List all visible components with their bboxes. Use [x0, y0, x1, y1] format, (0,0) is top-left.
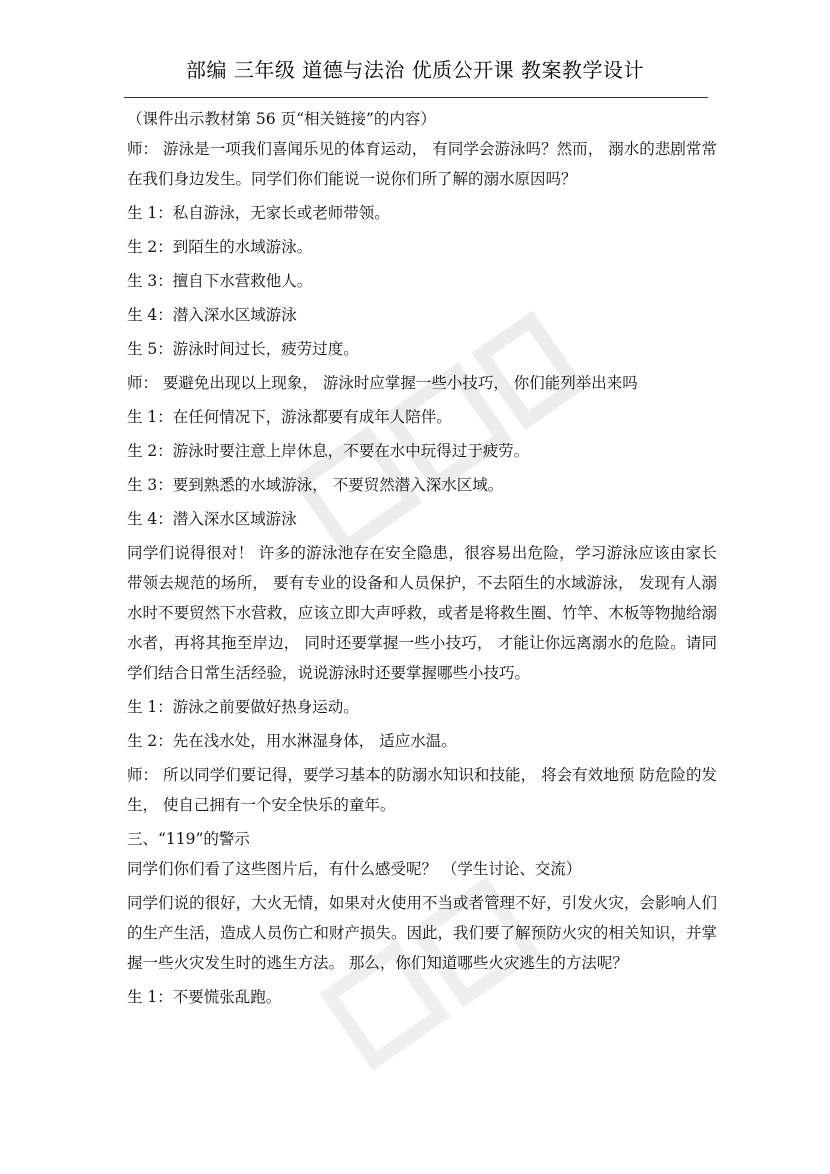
section-heading: 三、“119”的警示: [127, 830, 250, 848]
paragraph: 同学们说得很对！ 许多的游泳池存在安全隐患，很容易出危险，学习游泳应该由家长带领去规范的场所， 要有专业的设备和人员保护，不去陌生的水域游泳， 发现有人溺水时不要贸然下水营救，应该立即大声呼救，或者是将救生圈、竹竿、木板等物抛给溺水者，再将其拖至岸边， 同时还要掌握一些小技巧， 才能让你远离溺水的危险。请同学们结合日常生活经验，说说游泳时还要掌握哪些小技巧。: [127, 544, 717, 682]
paragraph: 生 1：私自游泳，无家长或老师带领。: [127, 204, 390, 222]
paragraph: 师： 要避免出现以上现象， 游泳时应掌握一些小技巧， 你们能列举出来吗: [127, 374, 638, 392]
header-divider: [124, 97, 708, 98]
paragraph: 生 4：潜入深水区域游泳: [127, 306, 297, 324]
paragraph: 生 3：擅自下水营救他人。: [127, 272, 313, 290]
paragraph: 师： 所以同学们要记得，要学习基本的防溺水知识和技能， 将会有效地预 防危险的发生， 使自己拥有一个安全快乐的童年。: [127, 766, 717, 814]
paragraph: 生 5：游泳时间过长，疲劳过度。: [127, 340, 359, 358]
paragraph: 师： 游泳是一项我们喜闻乐见的体育运动， 有同学会游泳吗？然而， 溺水的悲剧常常在我们身边发生。同学们你们能说一说你们所了解的溺水原因吗？: [127, 140, 717, 188]
paragraph: 生 1：不要慌张乱跑。: [127, 988, 282, 1006]
paragraph: 生 1：在任何情况下，游泳都要有成年人陪伴。: [127, 408, 452, 426]
paragraph: 同学们你们看了这些图片后，有什么感受呢？ （学生讨论、交流）: [127, 860, 582, 878]
paragraph: 生 1：游泳之前要做好热身运动。: [127, 698, 359, 716]
paragraph: 生 2：游泳时要注意上岸休息，不要在水中玩得过于疲劳。: [127, 442, 530, 460]
paragraph: 生 3：要到熟悉的水域游泳， 不要贸然潜入深水区域。: [127, 476, 504, 494]
document-body: [127, 104, 717, 1016]
paragraph: 生 2：先在浅水处，用水淋湿身体， 适应水温。: [127, 732, 457, 750]
paragraph: （课件出示教材第 56 页“相关链接”的内容）: [127, 110, 436, 128]
paragraph: 生 4：潜入深水区域游泳: [127, 510, 297, 528]
paragraph: 同学们说的很好，大火无情，如果对火使用不当或者管理不好，引发火灾，会影响人们的生产生活，造成人员伤亡和财产损失。因此，我们要了解预防火灾的相关知识，并掌握一些火灾发生时的逃生方法。 那么，你们知道哪些火灾逃生的方法呢？: [127, 894, 717, 972]
page-header-title: 部编 三年级 道德与法治 优质公开课 教案教学设计: [186, 58, 644, 82]
paragraph: 生 2：到陌生的水域游泳。: [127, 238, 313, 256]
